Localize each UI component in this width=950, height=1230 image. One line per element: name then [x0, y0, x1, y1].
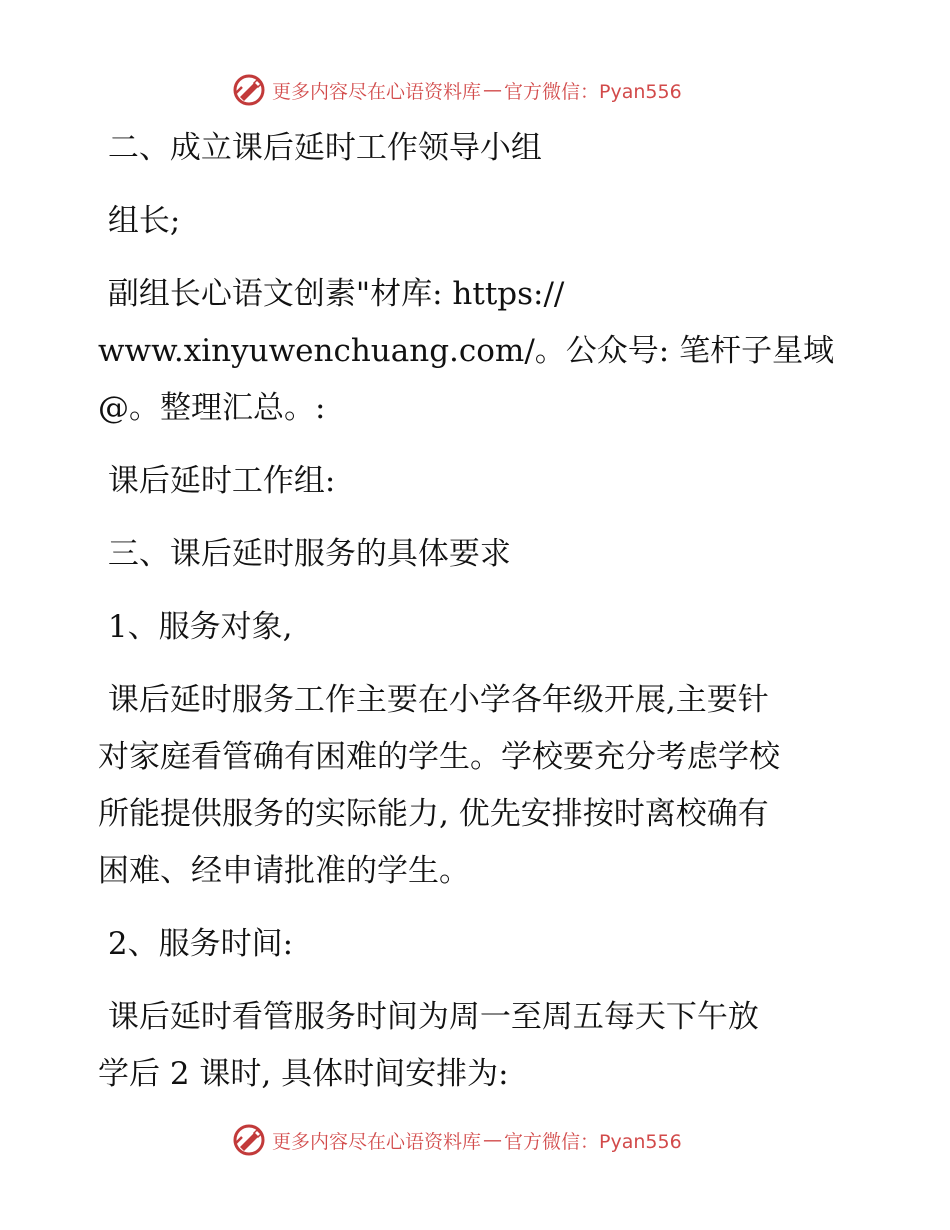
pen-logo-icon	[232, 73, 266, 107]
footer-watermark-banner	[232, 1120, 752, 1160]
banner-title: 更多内容尽在心语资料库	[272, 80, 482, 103]
document-body	[98, 120, 858, 1103]
banner-separator: —	[483, 1129, 503, 1151]
banner-title: 更多内容尽在心语资料库	[272, 1130, 482, 1153]
paragraph-leader: 组长;	[98, 203, 181, 239]
header-watermark-banner	[232, 70, 752, 110]
paragraph-service-time: 课后延时看管服务时间为周一至周五每天下午放 学后 2 课时, 具体时间安排为:	[98, 999, 759, 1092]
paragraph-deputy-leader: 副组长心语文创素"材库: https:// www.xinyuwenchuang.com/。公众号: 笔杆子星域 @。整理汇总。:	[98, 276, 835, 426]
pen-logo-icon	[232, 1123, 266, 1157]
subheading-service-target: 1、服务对象,	[98, 609, 293, 645]
banner-wechat: 官方微信：Pyan556	[504, 1130, 682, 1153]
banner-wechat: 官方微信：Pyan556	[504, 80, 682, 103]
heading-section-3: 三、课后延时服务的具体要求	[98, 536, 511, 572]
subheading-service-time: 2、服务时间:	[98, 926, 294, 962]
paragraph-service-target: 课后延时服务工作主要在小学各年级开展,主要针 对家庭看管确有困难的学生。学校要充分考虑学校 所能提供服务的实际能力, 优先安排按时离校确有 困难、经申请批准的学生。	[98, 682, 780, 889]
banner-separator: —	[483, 79, 503, 101]
paragraph-work-group: 课后延时工作组:	[98, 463, 336, 499]
heading-section-2: 二、成立课后延时工作领导小组	[98, 130, 542, 166]
